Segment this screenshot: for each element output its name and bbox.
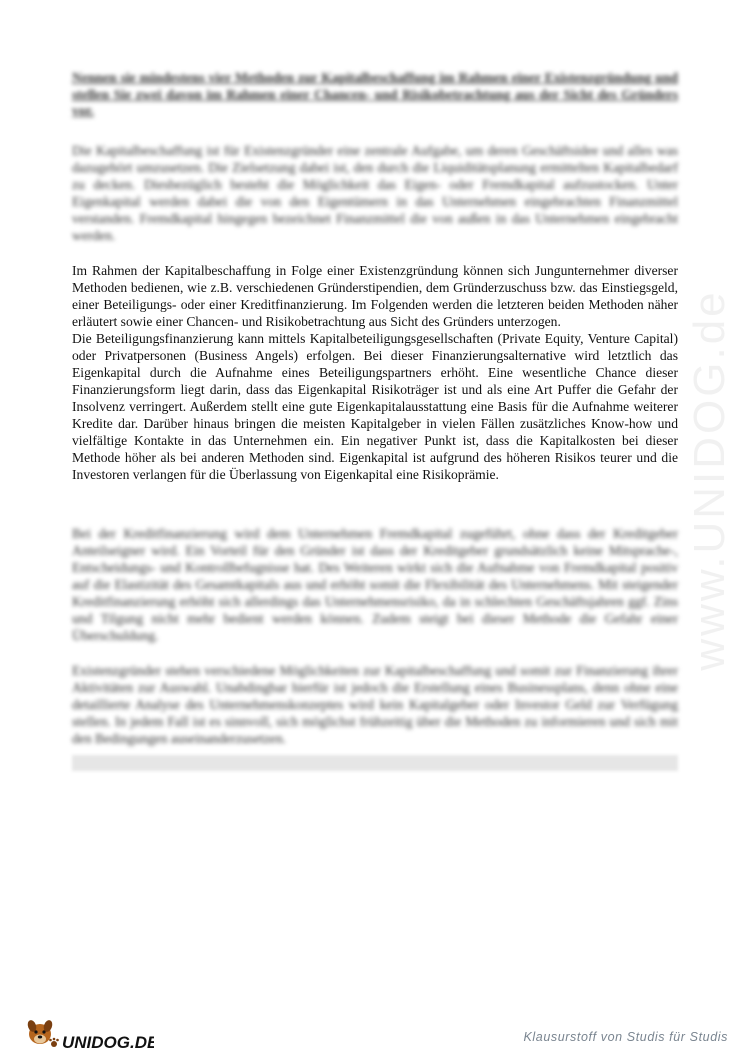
exam-question: Nennen sie mindestens vier Methoden zur Kapitalbeschaffung im Rahmen einer Existenzgründung und stellen Sie zwei davon im Rahmen einer Chancen- und Risikobetrachtung aus der Sicht des Gründers vor. [72,70,678,118]
conclusion-paragraph: Existenzgründer stehen verschiedene Möglichkeiten zur Kapitalbeschaffung und somit zur Finanzierung ihrer Aktivitäten zur Auswahl. Unabdingbar hierfür ist jedoch die Erstellung eines Businessplans, denn ohne eine detaillierte Analyse des Unternehmenskonzeptes wird kein Kapitalgeber oder Investor Geld zur Verfügung stellen. In jedem Fall ist es sinnvoll, sich möglichst frühzeitig über die Methoden zu informieren und sich mit den Bedingungen auseinanderzusetzen. [72,663,678,746]
intro-paragraph: Die Kapitalbeschaffung ist für Existenzgründer eine zentrale Aufgabe, um deren Geschäftsidee und alles was dazugehört umzusetzen. Die Zielsetzung dabei ist, den durch die Liquiditätsplanung ermittelten Kapitalbedarf zu decken. Diesbezüglich besteht die Möglichkeit das Eigen- oder Fremdkapital aufzustocken. Unter Eigenkapital werden dabei die von den Eigentümern in das Unternehmen eingebrachten Finanzmittel verstanden. Fremdkapital hingegen bezeichnet Finanzmittel die von außen in das Unternehmen eingebracht werden. [72,143,678,243]
unidog-logo [24,1014,154,1054]
main-paragraph-equity: Die Beteiligungsfinanzierung kann mittels Kapitalbeteiligungsgesellschaften (Private Equity, Venture Capital) oder Privatpersonen (Business Angels) erfolgen. Bei dieser Finanzierungsalternative wird letztlich das Eigenkapital durch die Aufnahme eines Beteiligungspartners erhöht. Eine wesentliche Chance dieser Finanzierungsform liegt darin, dass das Eigenkapital Risikoträger ist und als eine Art Puffer die Gefahr der Insolvenz verringert. Außerdem stellt eine gute Eigenkapitalausstattung eine Basis für die Aufnahme weiterer Kredite dar. Darüber hinaus bringen die meisten Kapitalgeber in vielen Fällen zusätzliches Know-how und vielfältige Kontakte in das Unternehmen ein. Ein negativer Punkt ist, dass die Kapitalkosten bei dieser Methode höher als bei anderen Methoden sind. Eigenkapital ist aufgrund des höheren Risikos teurer und die Investoren verlangen für die Überlassung von Eigenkapital eine Risikoprämie. [72,331,678,482]
blurred-footer-bar [72,755,678,771]
footer-tagline: Klausurstoff von Studis für Studis [523,1030,728,1044]
main-text [72,262,678,483]
logo-text: UNIDOG.DE [62,1033,154,1052]
watermark-text: www.UNIDOG.de [685,289,734,671]
main-paragraph-methods: Im Rahmen der Kapitalbeschaffung in Folge einer Existenzgründung können sich Jungunternehmer diverser Methoden bedienen, wie z.B. verschiedenen Gründerstipendien, dem Gründerzuschuss bzw. das Einstiegsgeld, einer Beteiligungs- oder einer Kreditfinanzierung. Im Folgenden werden die letzteren beiden Methoden näher erläutert sowie einer Chancen- und Risikobetrachtung aus Sicht des Gründers unterzogen. [72,263,678,329]
credit-paragraph: Bei der Kreditfinanzierung wird dem Unternehmen Fremdkapital zugeführt, ohne dass der Kreditgeber Anteilseigner wird. Ein Vorteil für den Gründer ist dass der Kreditgeber grundsätzlich keine Mitsprache-, Entscheidungs- und Kontrollbefugnisse hat. Des Weiteren wirkt sich die Aufnahme von Fremdkapital positiv auf die Elastizität des Gesamtkapitals aus und erhöht somit die Flexibilität des Unternehmens. Mit steigender Kreditfinanzierung erhöht sich allerdings das Unternehmensrisiko, da in schlechten Geschäftsjahren ggf. Zins und Tilgung nicht mehr bedient werden können. Zudem steigt bei dieser Methode die Gefahr einer Überschuldung. [72,526,678,643]
dog-logo-icon [24,1014,154,1054]
